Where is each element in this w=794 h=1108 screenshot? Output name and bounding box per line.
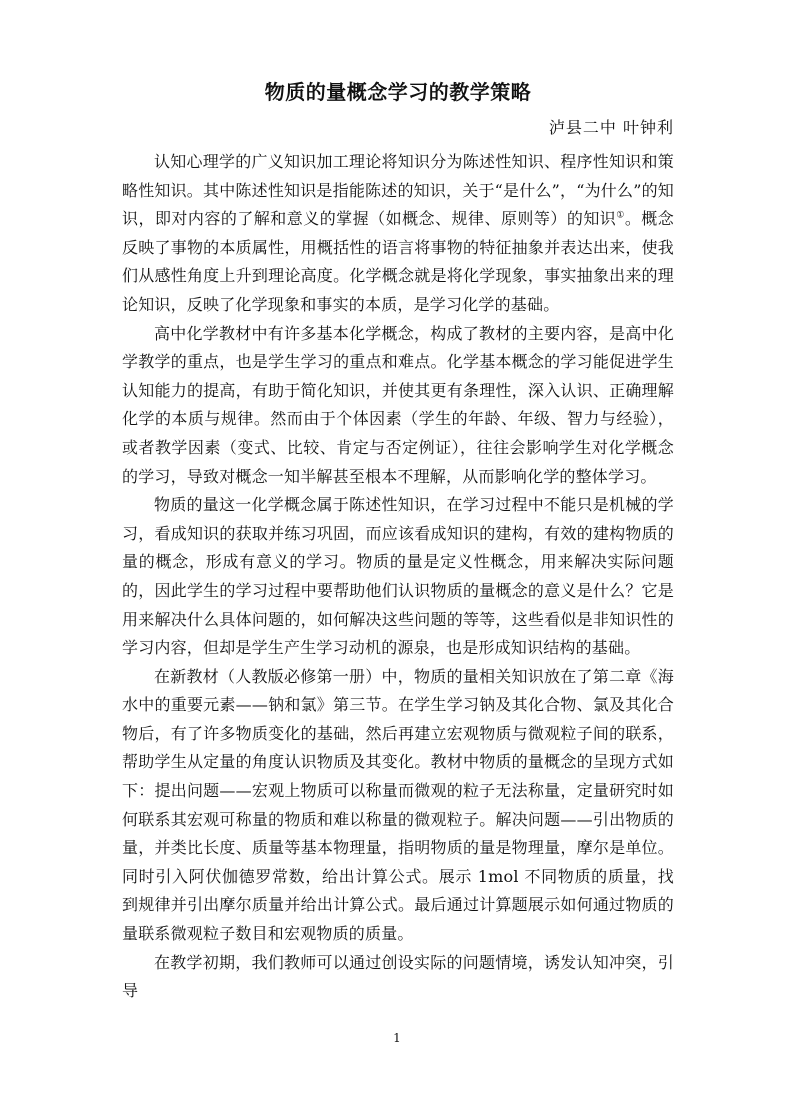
paragraph-1-text-continued: 。概念反映了事物的本质属性，用概括性的语言将事物的特征抽象并表达出来，使我们从感性角度上升到理论高度。化学概念就是将化学现象，事实抽象出来的理论知识，反映了化学现象和事实的本质，是学习化学的基础。	[122, 209, 674, 314]
paragraph-3: 物质的量这一化学概念属于陈述性知识，在学习过程中不能只是机械的学习，看成知识的获取并练习巩固，而应该看成知识的建构，有效的建构物质的量的概念，形成有意义的学习。物质的量是定义性概念，用来解决实际问题的，因此学生的学习过程中要帮助他们认识物质的量概念的意义是什么？它是用来解决什么具体问题的，如何解决这些问题的等等，这些看似是非知识性的学习内容，但却是学生产生学习动机的源泉，也是形成知识结构的基础。	[122, 495, 674, 658]
document-title: 物质的量概念学习的教学策略	[264, 80, 532, 104]
document-author: 泸县二中 叶钟利	[548, 118, 674, 137]
page-number: 1	[393, 1031, 401, 1045]
paragraph-5: 在教学初期，我们教师可以通过创设实际的问题情境，诱发认知冲突，引导	[122, 952, 674, 1001]
paragraph-2: 高中化学教材中有许多基本化学概念，构成了教材的主要内容，是高中化学教学的重点，也是学生学习的重点和难点。化学基本概念的学习能促进学生认知能力的提高，有助于简化知识，并使其更有条理性，深入认识、正确理解化学的本质与规律。然而由于个体因素（学生的年龄、年级、智力与经验），或者教学因素（变式、比较、肯定与否定例证），往往会影响学生对化学概念的学习，导致对概念一知半解甚至根本不理解，从而影响化学的整体学习。	[122, 323, 674, 486]
paragraph-1-text: 认知心理学的广义知识加工理论将知识分为陈述性知识、程序性知识和策略性知识。其中陈述性知识是指能陈述的知识，关于“是什么”，“为什么”的知识，即对内容的了解和意义的掌握（如概念、规律、原则等）的知识	[122, 152, 674, 229]
paragraph-1	[122, 148, 674, 320]
paragraph-4: 在新教材（人教版必修第一册）中，物质的量相关知识放在了第二章《海水中的重要元素——钠和氯》第三节。在学生学习钠及其化合物、氯及其化合物后，有了许多物质变化的基础，然后再建立宏观物质与微观粒子间的联系，帮助学生从定量的角度认识物质及其变化。教材中物质的量概念的呈现方式如下：提出问题——宏观上物质可以称量而微观的粒子无法称量，定量研究时如何联系其宏观可称量的物质和难以称量的微观粒子。解决问题——引出物质的量，并类比长度、质量等基本物理量，指明物质的量是物理量，摩尔是单位。同时引入阿伏伽德罗常数，给出计算公式。展示 1mol 不同物质的质量，找到规律并引出摩尔质量并给出计算公式。最后通过计算题展示如何通过物质的量联系微观粒子数目和宏观物质的质量。	[122, 666, 674, 944]
document-page	[122, 78, 674, 1006]
footnote-marker[interactable]: ①	[616, 210, 625, 221]
